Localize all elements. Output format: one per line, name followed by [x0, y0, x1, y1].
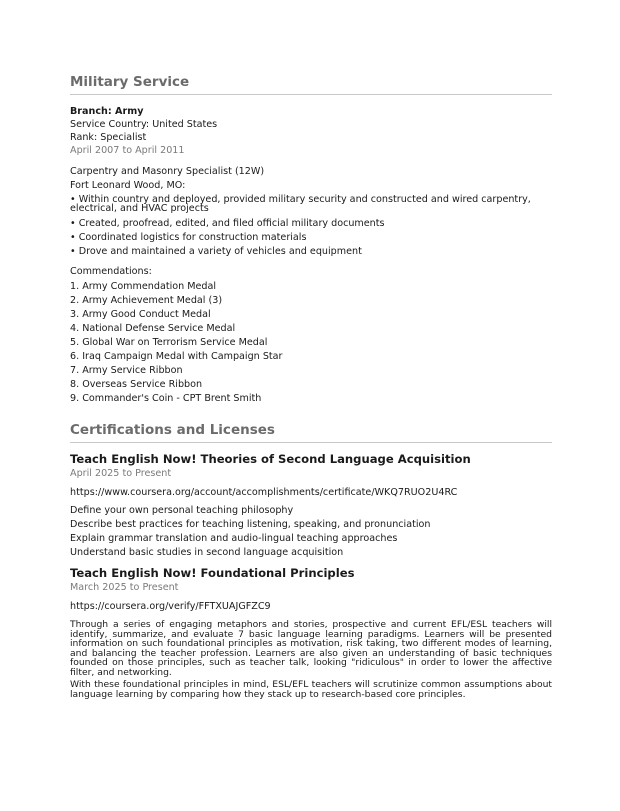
- military-bullet-list-2: [70, 217, 552, 230]
- cert-item-1-lines: [70, 504, 552, 560]
- military-details: [70, 105, 552, 157]
- military-bullet: • Coordinated logistics for construction materials: [70, 232, 307, 243]
- cert-line: Define your own personal teaching philosophy: [70, 505, 294, 516]
- cert-description: Through a series of engaging metaphors and stories, prospective and current EFL/ESL teachers will identify, summarize, and evaluate 7 basic language learning paradigms. Learners will be presented information on such foundational principles as motivation, risk taking, two different modes of learning, and balancing the teacher profession. Learners are also given an understanding of basic techniques founded on those principles, such as teacher talk, looking "ridiculous" in order to lower the affective filter, and networking.: [70, 619, 552, 678]
- certifications-heading: Certifications and Licenses: [70, 422, 552, 443]
- cert-line: Describe best practices for teaching listening, speaking, and pronunciation: [70, 519, 431, 530]
- commendations-list: [70, 280, 552, 406]
- commendation-item: 4. National Defense Service Medal: [70, 323, 236, 334]
- military-branch: Branch: Army: [70, 106, 144, 117]
- military-service-heading: Military Service: [70, 74, 552, 95]
- cert-title: Teach English Now! Theories of Second Language Acquisition: [70, 452, 471, 466]
- cert-line: Explain grammar translation and audio-lingual teaching approaches: [70, 533, 398, 544]
- commendation-item: 5. Global War on Terrorism Service Medal: [70, 337, 268, 348]
- commendations-label: Commendations:: [70, 266, 152, 277]
- military-service-section: [70, 74, 552, 95]
- commendation-item: 1. Army Commendation Medal: [70, 281, 217, 292]
- cert-item-1-url-block: [70, 486, 552, 499]
- military-role: Carpentry and Masonry Specialist (12W): [70, 166, 265, 177]
- commendations-block: [70, 265, 552, 278]
- cert-title: Teach English Now! Foundational Principles: [70, 566, 355, 580]
- cert-item-2-url-block: [70, 600, 552, 613]
- military-bullet-list: [70, 195, 552, 213]
- commendation-item: 9. Commander's Coin - CPT Brent Smith: [70, 393, 262, 404]
- military-dates: April 2007 to April 2011: [70, 145, 185, 156]
- military-location: Fort Leonard Wood, MO:: [70, 180, 186, 191]
- military-bullet: • Created, proofread, edited, and filed official military documents: [70, 218, 385, 229]
- certifications-section: [70, 422, 552, 443]
- military-bullet-list-3: [70, 231, 552, 244]
- military-role-block: [70, 165, 552, 192]
- military-bullet: • Drove and maintained a variety of vehicles and equipment: [70, 246, 362, 257]
- military-bullet-list-4: [70, 245, 552, 258]
- cert-dates: April 2025 to Present: [70, 468, 172, 479]
- cert-url: https://coursera.org/verify/FFTXUAJGFZC9: [70, 601, 271, 612]
- military-rank: Rank: Specialist: [70, 132, 147, 143]
- cert-item-2: [70, 566, 552, 594]
- cert-url: https://www.coursera.org/account/accomplishments/certificate/WKQ7RUO2U4RC: [70, 487, 458, 498]
- cert-item-2-paragraph-1: [70, 620, 552, 678]
- cert-line: Understand basic studies in second language acquisition: [70, 547, 344, 558]
- commendation-item: 7. Army Service Ribbon: [70, 365, 183, 376]
- cert-item-2-paragraph-2: [70, 680, 552, 699]
- commendation-item: 6. Iraq Campaign Medal with Campaign Star: [70, 351, 283, 362]
- cert-item-1: [70, 452, 552, 480]
- cert-description: With these foundational principles in mind, ESL/EFL teachers will scrutinize common assumptions about language learning by comparing how they stack up to research-based core principles.: [70, 679, 552, 700]
- military-bullet: • Within country and deployed, provided military security and constructed and wired carpentry, electrical, and HVAC projects: [70, 194, 531, 214]
- commendation-item: 8. Overseas Service Ribbon: [70, 379, 203, 390]
- commendation-item: 2. Army Achievement Medal (3): [70, 295, 223, 306]
- commendation-item: 3. Army Good Conduct Medal: [70, 309, 211, 320]
- cert-dates: March 2025 to Present: [70, 582, 179, 593]
- military-country: Service Country: United States: [70, 119, 218, 130]
